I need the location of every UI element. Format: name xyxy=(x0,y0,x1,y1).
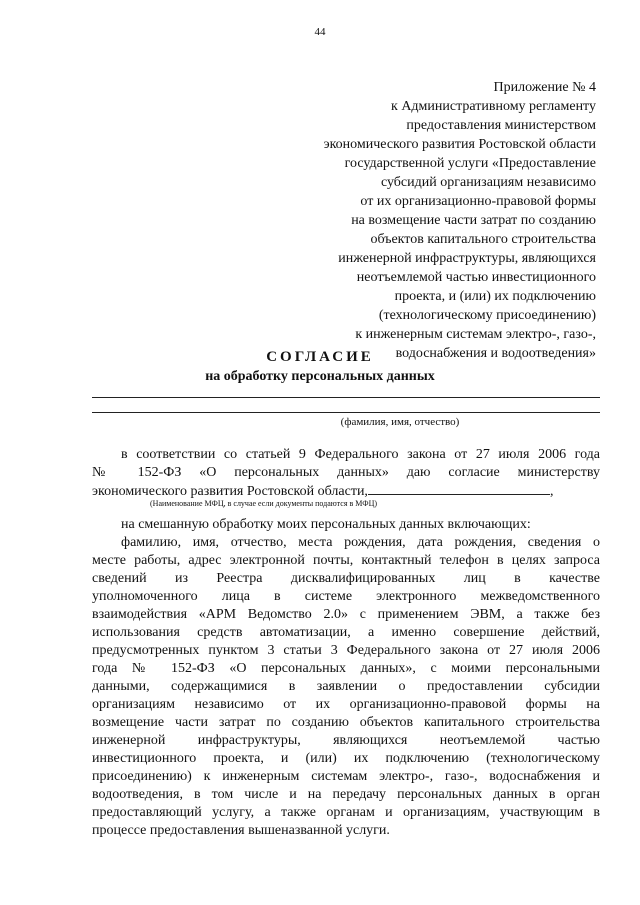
paragraph-line: водоотведения, в том числе и на передачу персональных данных в орган xyxy=(92,787,600,802)
appendix-line: экономического развития Ростовской области xyxy=(323,137,596,152)
appendix-line: предоставления министерством xyxy=(406,118,596,133)
paragraph-line: инженерной инфраструктуры, являющихся неотъемлемой частью xyxy=(92,733,600,748)
appendix-line: на возмещение части затрат по созданию xyxy=(351,213,596,228)
appendix-line: к инженерным системам электро-, газо-, xyxy=(355,327,596,342)
paragraph-line: присоединению) к инженерным системам электро-, газо-, водоснабжения и xyxy=(92,769,600,784)
appendix-line: инженерной инфраструктуры, являющихся xyxy=(338,251,596,266)
paragraph-line: взаимодействия «АРМ Ведомство 2.0» с применением ЭВМ, а также без xyxy=(92,607,600,622)
appendix-line: неотъемлемой частью инвестиционного xyxy=(356,270,596,285)
paragraph-line: уполномоченного лица в системе электронного межведомственного xyxy=(92,589,600,604)
paragraph-line: на смешанную обработку моих персональных данных включающих: xyxy=(121,517,531,532)
appendix-line: субсидий организациям независимо xyxy=(380,175,596,190)
mfc-blank-field xyxy=(368,482,550,495)
paragraph-line: организациям независимо от их организационно-правовой формы на xyxy=(92,697,600,712)
paragraph-line: предусмотренных пунктом 3 статьи 3 Федерального закона от 27 июля 2006 xyxy=(92,643,600,658)
fio-blank-line-2 xyxy=(92,412,600,413)
appendix-line: к Административному регламенту xyxy=(391,99,596,114)
appendix-line: от их организационно-правовой формы xyxy=(360,194,596,209)
paragraph-line: инвестиционного проекта, и (или) их подключению (технологическому xyxy=(92,751,600,766)
paragraph-line: возмещение части затрат по созданию объектов капитального строительства xyxy=(92,715,600,730)
paragraph-text: экономического развития Ростовской области, xyxy=(92,484,368,499)
paragraph-text: , xyxy=(549,484,554,499)
paragraph-line: процессе предоставления вышеназванной услуги. xyxy=(92,823,390,838)
document-subtitle: на обработку персональных данных xyxy=(205,369,435,384)
appendix-header xyxy=(266,78,596,363)
paragraph-line: в соответствии со статьей 9 Федерального закона от 27 июля 2006 года xyxy=(121,447,600,462)
paragraph-line: месте работы, адрес электронной почты, контактный телефон в целях запроса xyxy=(92,553,600,568)
paragraph-line: сведений из Реестра дисквалифицированных лиц в качестве xyxy=(92,571,600,586)
paragraph-line: фамилию, имя, отчество, места рождения, дата рождения, сведения о xyxy=(121,535,600,550)
appendix-line: объектов капитального строительства xyxy=(370,232,596,247)
appendix-line: государственной услуги «Предоставление xyxy=(344,156,596,171)
appendix-line: Приложение № 4 xyxy=(493,80,596,95)
document-title: СОГЛАСИЕ xyxy=(266,349,374,365)
paragraph-line: данными, содержащимися в заявлении о предоставлении субсидии xyxy=(92,679,600,694)
paragraph-line: № 152-ФЗ «О персональных данных» даю согласие министерству xyxy=(92,465,600,480)
page-number: 44 xyxy=(314,26,326,38)
fio-blank-line-1 xyxy=(92,397,600,398)
appendix-line: водоснабжения и водоотведения» xyxy=(395,346,596,361)
fio-caption: (фамилия, имя, отчество) xyxy=(340,416,460,428)
appendix-line: (технологическому присоединению) xyxy=(378,308,596,323)
appendix-line: проекта, и (или) их подключению xyxy=(394,289,596,304)
paragraph-line: использования средств автоматизации, а именно совершение действий, xyxy=(92,625,600,640)
paragraph-line: года № 152-ФЗ «О персональных данных», с моими персональными xyxy=(92,661,600,676)
mfc-caption: (Наименование МФЦ, в случае если документы подаются в МФЦ) xyxy=(150,499,378,508)
paragraph-line: предоставляющий услугу, а также органам и организациям, участвующим в xyxy=(92,805,600,820)
